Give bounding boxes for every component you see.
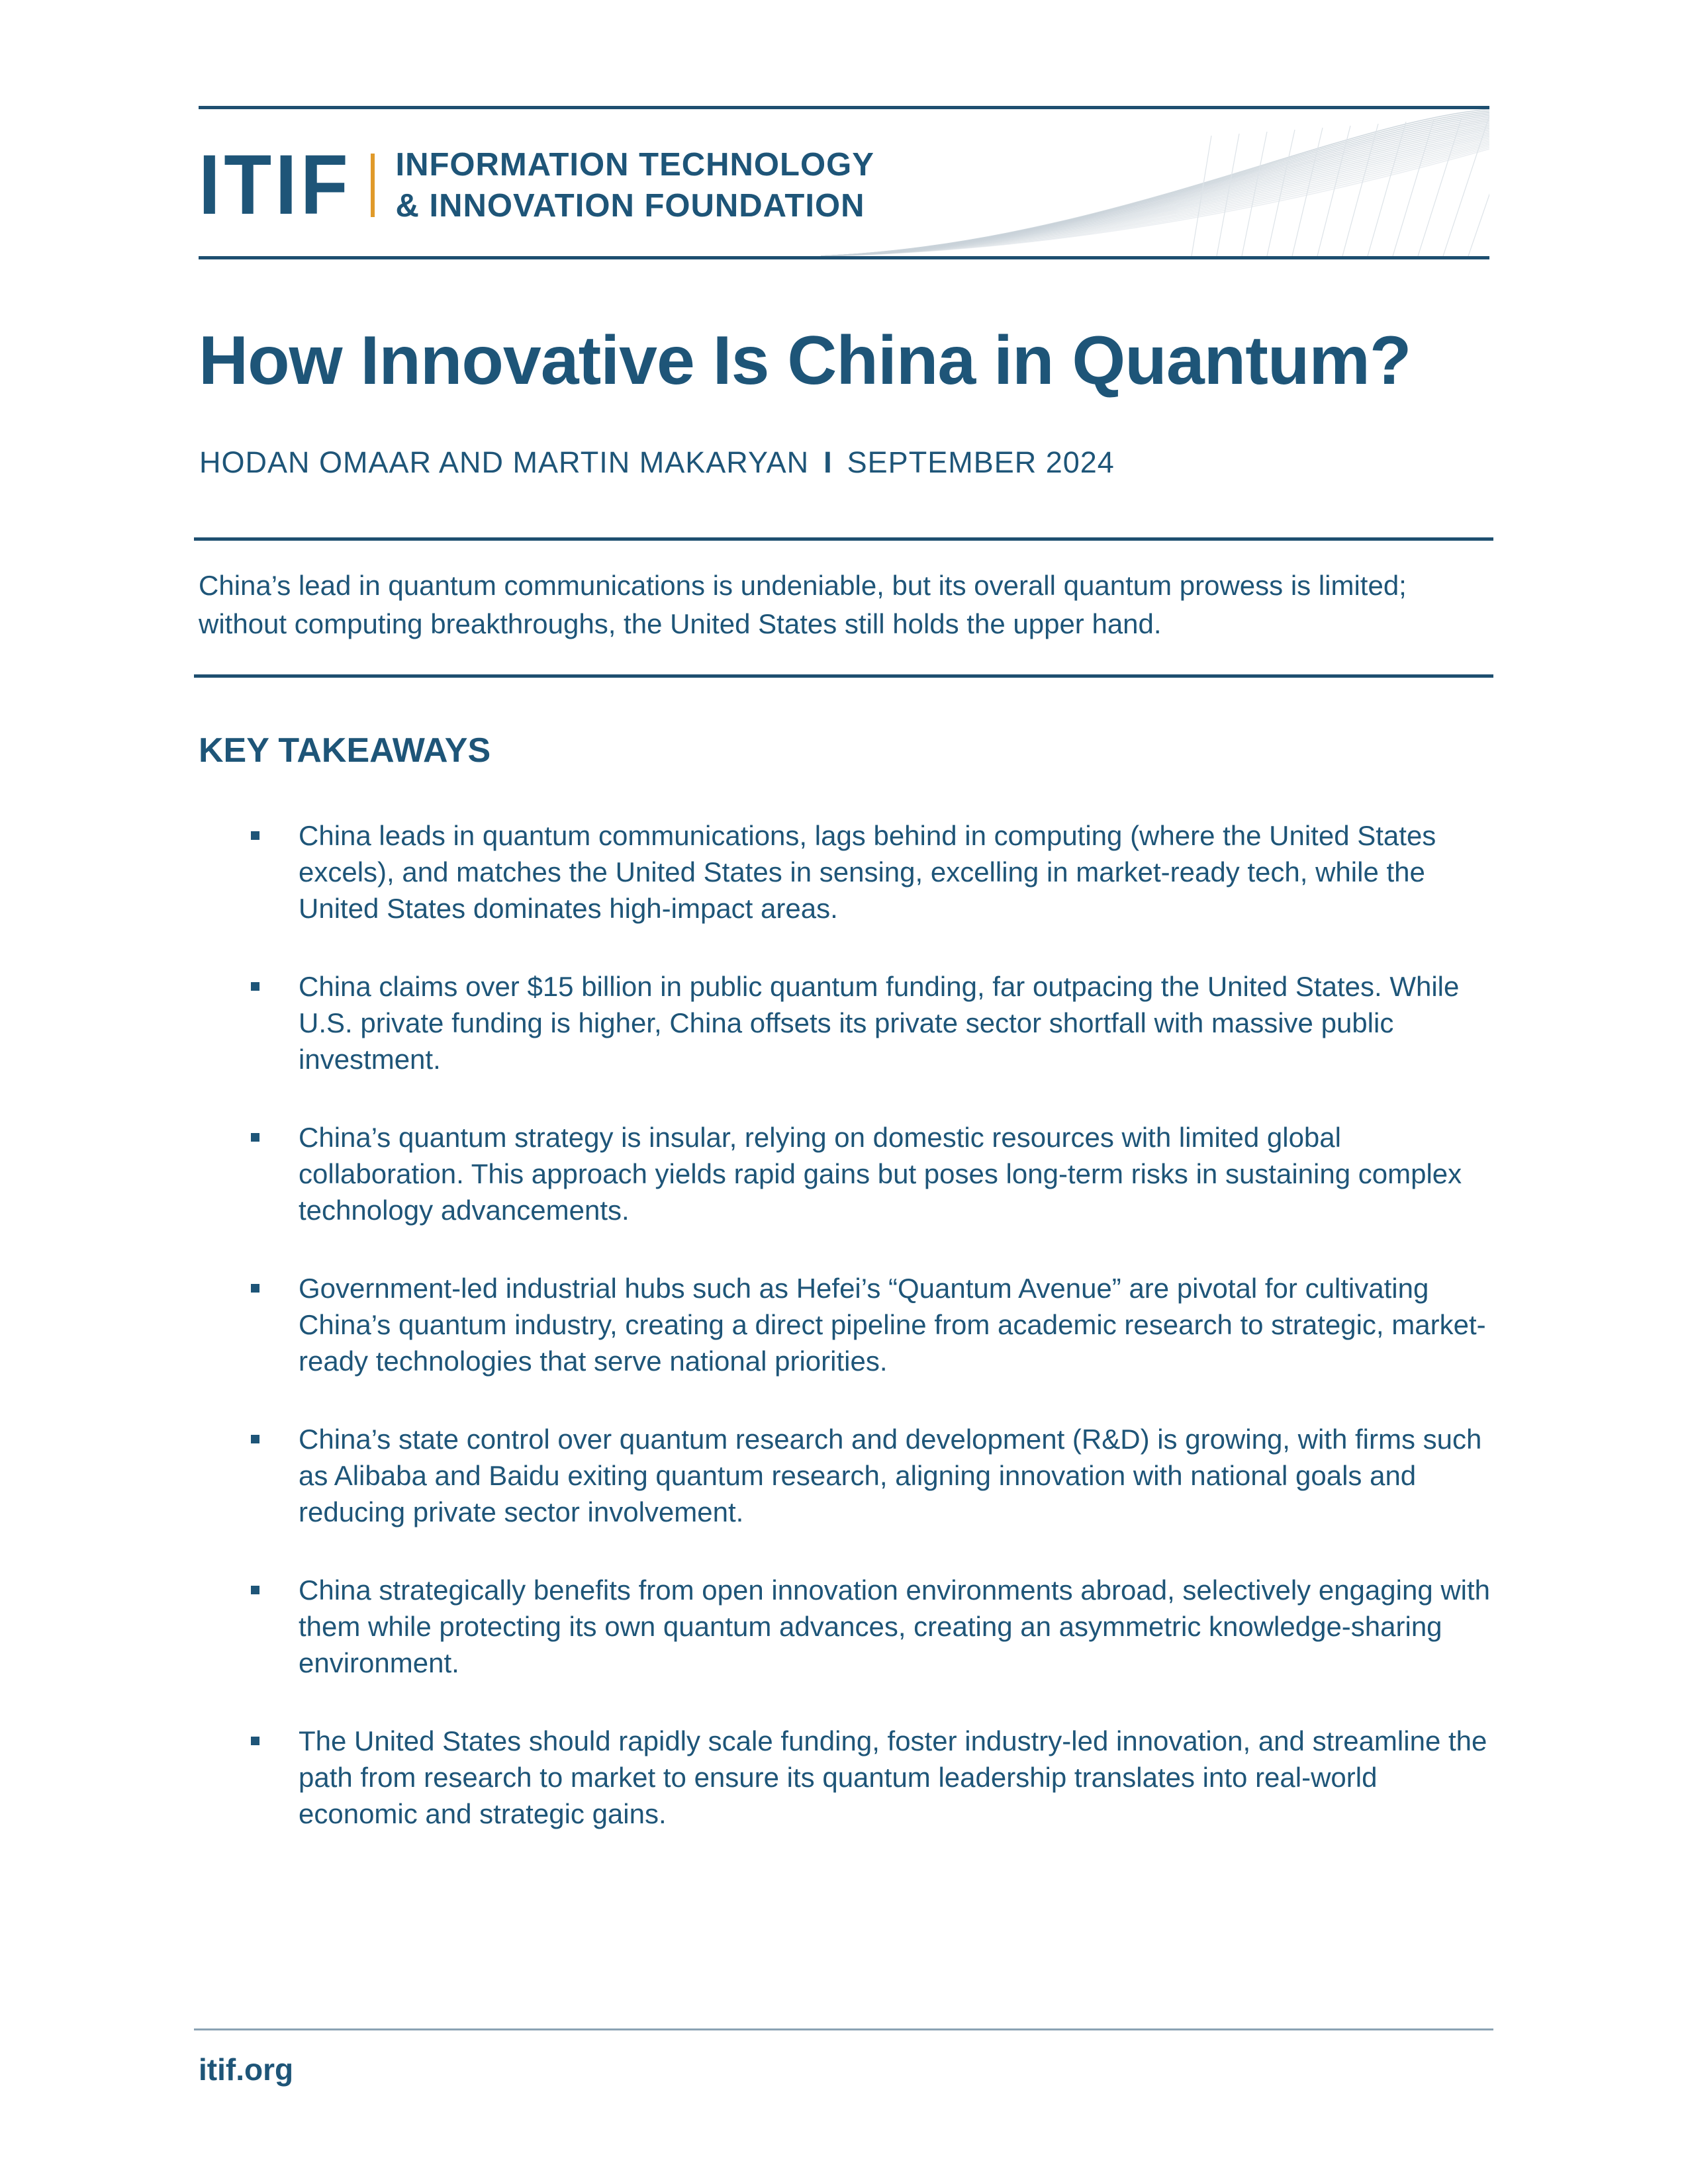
takeaway-text: China’s quantum strategy is insular, relying on domestic resources with limited global collaboration. This approach yields rapid gains but poses long-term risks in sustaining complex technology advancements.	[299, 1122, 1462, 1226]
summary-text: China’s lead in quantum communications is undeniable, but its overall quantum prowess is limited; without computing breakthroughs, the United States still holds the upper hand.	[199, 570, 1407, 639]
summary-top-rule	[194, 537, 1493, 541]
takeaway-item	[199, 817, 1496, 927]
takeaway-text: The United States should rapidly scale funding, foster industry-led innovation, and streamline the path from research to market to ensure its quantum leadership translates into real-world economic and strategic gains.	[299, 1725, 1487, 1829]
organization-name-line-1: INFORMATION TECHNOLOGY	[395, 146, 874, 183]
wave-line	[821, 116, 1489, 256]
square-bullet-icon	[251, 1586, 259, 1594]
wave-line	[821, 111, 1489, 256]
wave-line	[821, 120, 1489, 256]
wave-line	[821, 136, 1489, 256]
takeaway-text: China leads in quantum communications, lags behind in computing (where the United States excels), and matches the United States in sensing, excelling in market-ready tech, while the United States dominates high-impact areas.	[299, 820, 1436, 924]
takeaway-text: Government-led industrial hubs such as Hefei’s “Quantum Avenue” are pivotal for cultivating China’s quantum industry, creating a direct pipeline from academic research to strategic, market-ready technologies that serve national priorities.	[299, 1273, 1486, 1377]
logo-mark: ITIF	[199, 137, 352, 232]
square-bullet-icon	[251, 1435, 259, 1443]
square-bullet-icon	[251, 1737, 259, 1745]
wave-line	[821, 132, 1489, 256]
key-takeaways-list	[199, 817, 1496, 1874]
takeaway-item	[199, 1270, 1496, 1379]
wave-line	[821, 126, 1489, 256]
itif-logo	[199, 137, 874, 232]
organization-name-line-2: & INNOVATION FOUNDATION	[395, 187, 865, 224]
organization-name	[396, 144, 874, 226]
decorative-wave-lines	[821, 109, 1489, 256]
authors: HODAN OMAAR AND MARTIN MAKARYAN	[199, 445, 810, 479]
takeaway-text: China strategically benefits from open innovation environments abroad, selectively engaging with them while protecting its own quantum advances, creating an asymmetric knowledge-sharing environment.	[299, 1574, 1491, 1678]
logo-divider	[371, 154, 375, 217]
byline	[199, 445, 1115, 480]
square-bullet-icon	[251, 982, 259, 991]
header-bottom-rule	[199, 256, 1489, 259]
wave-line	[821, 122, 1489, 256]
footer-rule	[194, 2028, 1493, 2030]
takeaway-text: China’s state control over quantum research and development (R&D) is growing, with firms such as Alibaba and Baidu exiting quantum research, aligning innovation with national goals and reducing private sector involvement.	[299, 1424, 1482, 1527]
footer-website-link[interactable]: itif.org	[199, 2052, 294, 2087]
publication-date: SEPTEMBER 2024	[847, 445, 1115, 479]
key-takeaways-heading: KEY TAKEAWAYS	[199, 731, 491, 770]
summary-bottom-rule	[194, 674, 1493, 678]
takeaway-item	[199, 1723, 1496, 1832]
square-bullet-icon	[251, 1284, 259, 1293]
takeaway-item	[199, 968, 1496, 1077]
takeaway-item	[199, 1119, 1496, 1228]
wave-hatch-line	[1393, 120, 1434, 256]
wave-line	[821, 109, 1489, 256]
square-bullet-icon	[251, 1133, 259, 1142]
takeaway-text: China claims over $15 billion in public quantum funding, far outpacing the United States. While U.S. private funding is higher, China offsets its private sector shortfall with massive public investment.	[299, 971, 1460, 1075]
wave-line	[821, 118, 1489, 256]
takeaway-item	[199, 1572, 1496, 1681]
byline-separator: I	[823, 445, 833, 479]
square-bullet-icon	[251, 831, 259, 840]
report-title: How Innovative Is China in Quantum?	[199, 322, 1411, 399]
takeaway-item	[199, 1421, 1496, 1530]
wave-line	[821, 117, 1489, 256]
